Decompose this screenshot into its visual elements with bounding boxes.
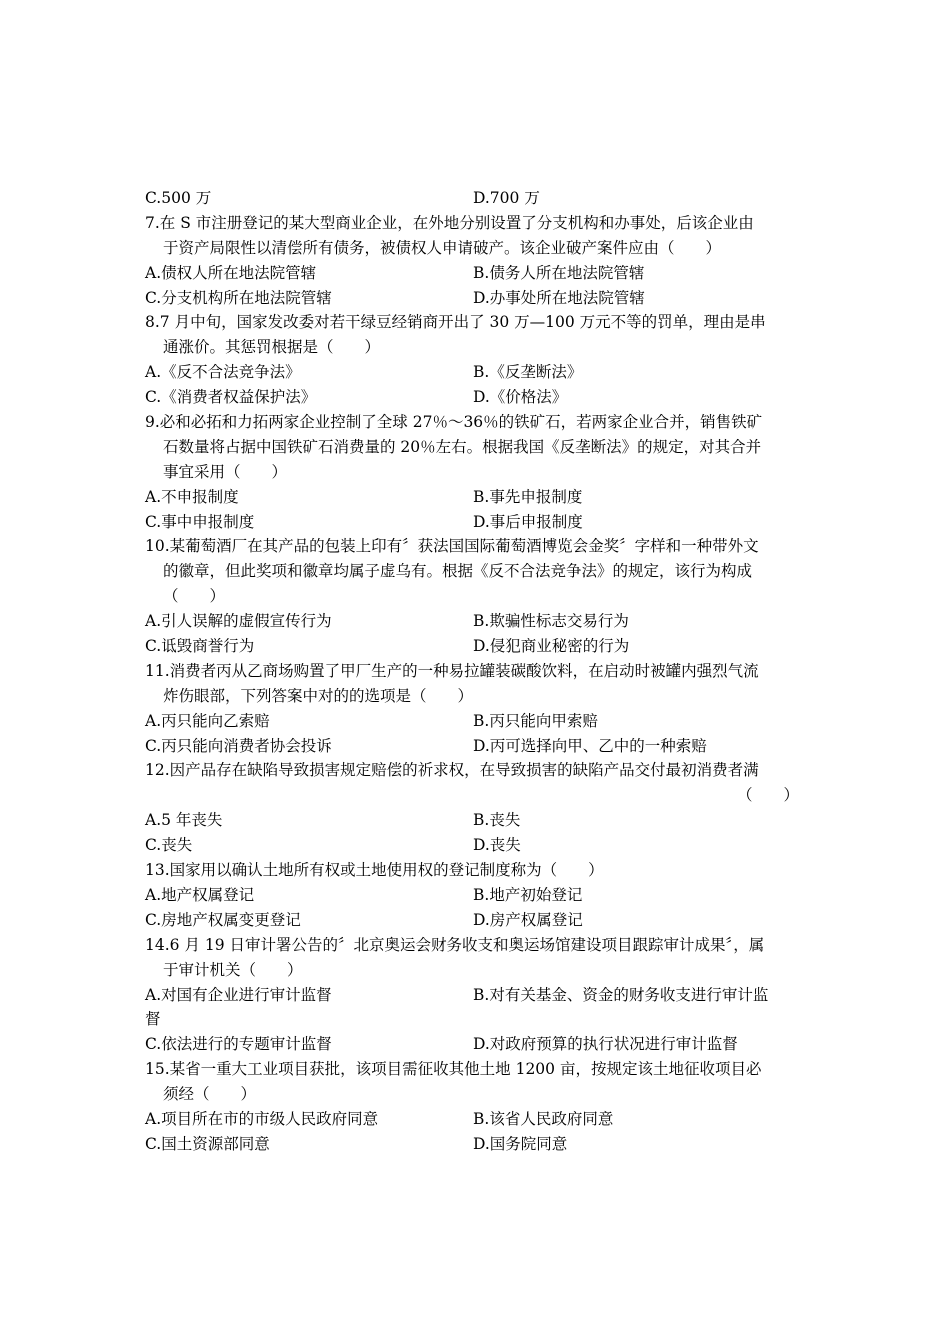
option-a: A.债权人所在地法院管辖	[145, 263, 317, 282]
option-row	[145, 983, 807, 1008]
question-7-line-2: 于资产局限性以清偿所有债务，被债权人申请破产。该企业破产案件应由（ ）	[163, 238, 722, 257]
option-b: B.对有关基金、资金的财务收支进行审计监	[473, 985, 769, 1004]
option-d: D.700 万	[473, 189, 540, 207]
option-c: C.分支机构所在地法院管辖	[145, 288, 332, 307]
option-row	[145, 634, 807, 659]
option-row	[145, 261, 807, 286]
option-c: C.房地产权属变更登记	[145, 910, 301, 929]
option-a: A.不申报制度	[145, 487, 239, 506]
option-d: D.事后申报制度	[473, 512, 583, 531]
option-b: B.事先申报制度	[473, 487, 583, 506]
question-10-line-3: （ ）	[163, 587, 226, 606]
option-row	[145, 385, 807, 410]
option-c: C.《消费者权益保护法》	[145, 388, 317, 407]
question-7-line-1: 7.在 S 市注册登记的某大型商业企业，在外地分别设置了分支机构和办事处，后该企业由	[145, 213, 754, 232]
option-c: C.丧失	[145, 836, 193, 855]
question-9-line-2: 石数量将占据中国铁矿石消费量的 20％左右。根据我国《反垄断法》的规定，对其合并	[163, 437, 762, 456]
option-c: C.500 万	[145, 189, 212, 207]
question-11-line-2: 炸伤眼部，下列答案中对的的选项是（ ）	[163, 686, 474, 705]
option-row	[145, 908, 807, 933]
question-13-line-1: 13.国家用以确认土地所有权或土地使用权的登记制度称为（ ）	[145, 861, 604, 880]
option-d: D.丧失	[473, 836, 521, 855]
option-row	[145, 883, 807, 908]
option-b: B.《反垄断法》	[473, 363, 583, 382]
question-9-line-1: 9.必和必拓和力拓两家企业控制了全球 27％～36％的铁矿石，若两家企业合并，销售铁矿	[145, 413, 763, 432]
option-a: A.地产权属登记	[145, 885, 255, 904]
option-a: A.对国有企业进行审计监督	[145, 985, 332, 1004]
option-row	[145, 734, 807, 759]
question-15-line-1: 15.某省一重大工业项目获批，该项目需征收其他土地 1200 亩，按规定该土地征收项目必	[145, 1060, 762, 1079]
option-row	[145, 709, 807, 734]
option-b: B.丧失	[473, 811, 521, 830]
option-row	[145, 1032, 807, 1057]
option-b: B.债务人所在地法院管辖	[473, 263, 645, 282]
option-c: C.诋毁商誉行为	[145, 637, 255, 656]
option-row	[145, 485, 807, 510]
option-b: B.该省人民政府同意	[473, 1109, 614, 1128]
option-a: A.引人误解的虚假宣传行为	[145, 612, 332, 631]
question-list	[145, 186, 807, 1157]
option-d: D.侵犯商业秘密的行为	[473, 637, 630, 656]
question-8-line-2: 通涨价。其惩罚根据是（ ）	[163, 338, 381, 357]
option-row	[145, 808, 807, 833]
option-row	[145, 609, 807, 634]
question-15-line-2: 须经（ ）	[163, 1085, 257, 1104]
question-12-answer-paren: （ ）	[736, 786, 799, 805]
question-14-line-1: 14.6 月 19 日审计署公告的〞北京奥运会财务收支和奥运场馆建设项目跟踪审计成果〞，属	[145, 935, 765, 954]
question-8-line-1: 8.7 月中旬，国家发改委对若干绿豆经销商开出了 30 万—100 万元不等的罚单，理由是串	[145, 313, 766, 332]
option-c: C.依法进行的专题审计监督	[145, 1035, 332, 1054]
option-row	[145, 186, 807, 211]
option-row	[145, 1107, 807, 1132]
option-d: D.国务院同意	[473, 1134, 568, 1153]
option-d: D.丙可选择向甲、乙中的一种索赔	[473, 736, 707, 755]
question-11-line-1: 11.消费者丙从乙商场购置了甲厂生产的一种易拉罐装碳酸饮料，在启动时被罐内强烈气流	[145, 661, 759, 680]
option-a: A.5 年丧失	[145, 811, 223, 830]
option-b: B.欺骗性标志交易行为	[473, 612, 629, 631]
option-c: C.国土资源部同意	[145, 1134, 270, 1153]
option-c: C.丙只能向消费者协会投诉	[145, 736, 332, 755]
option-b: B.丙只能向甲索赔	[473, 711, 598, 730]
option-d: D.办事处所在地法院管辖	[473, 288, 645, 307]
option-a: A.丙只能向乙索赔	[145, 711, 270, 730]
question-10-line-2: 的徽章，但此奖项和徽章均属子虚乌有。根据《反不合法竞争法》的规定，该行为构成	[163, 562, 753, 581]
option-row	[145, 360, 807, 385]
question-14-line-2: 于审计机关（ ）	[163, 960, 303, 979]
option-row	[145, 833, 807, 858]
option-a: A.《反不合法竞争法》	[145, 363, 301, 382]
option-d: D.对政府预算的执行状况进行审计监督	[473, 1035, 738, 1054]
option-d: D.房产权属登记	[473, 910, 583, 929]
option-row	[145, 1132, 807, 1157]
question-10-line-1: 10.某葡萄酒厂在其产品的包装上印有〞获法国国际葡萄酒博览会金奖〞字样和一种带外文	[145, 537, 759, 556]
option-d: D.《价格法》	[473, 388, 568, 407]
option-row	[145, 286, 807, 311]
question-9-line-3: 事宜采用（ ）	[163, 462, 288, 481]
option-c: C.事中申报制度	[145, 512, 255, 531]
option-b-continuation: 督	[145, 1010, 161, 1029]
option-a: A.项目所在市的市级人民政府同意	[145, 1109, 379, 1128]
option-b: B.地产初始登记	[473, 885, 583, 904]
question-12-line-1: 12.因产品存在缺陷导致损害规定赔偿的祈求权，在导致损害的缺陷产品交付最初消费者满	[145, 761, 759, 780]
option-row	[145, 510, 807, 535]
